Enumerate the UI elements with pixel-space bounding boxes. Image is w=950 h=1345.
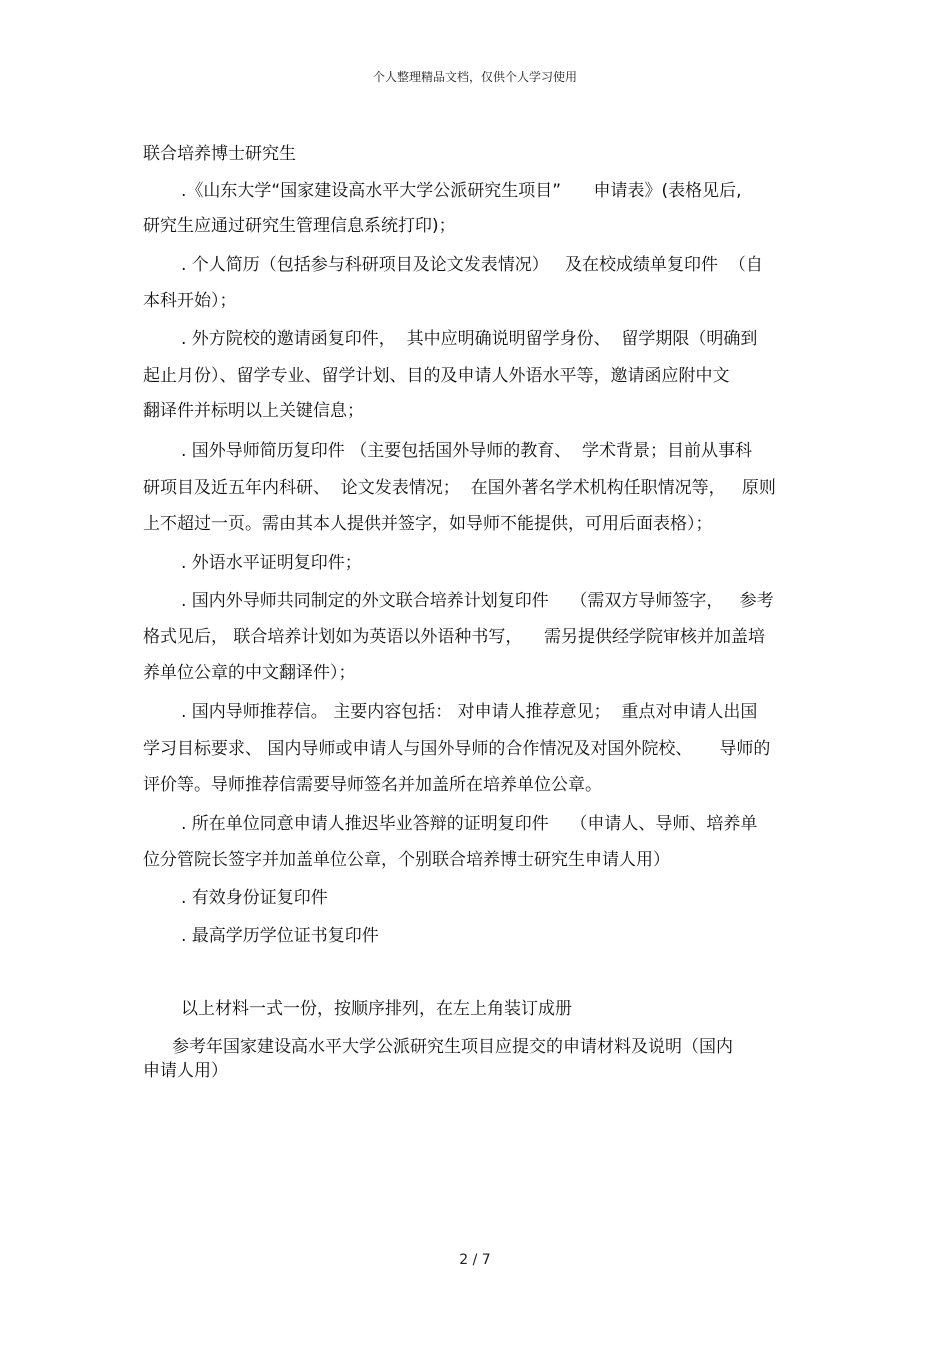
section-heading: 联合培养博士研究生 xyxy=(143,144,296,164)
text-line: . 外方院校的邀请函复印件， 其中应明确说明留学身份、 留学期限（明确到 xyxy=(181,329,758,349)
text-line: 评价等。导师推荐信需要导师签名并加盖所在培养单位公章。 xyxy=(143,775,602,795)
text-line: 学习目标要求、 国内导师或申请人与国外导师的合作情况及对国外院校、 导师的 xyxy=(143,739,771,759)
text-line: 研项目及近五年内科研、 论文发表情况； 在国外著名学术机构任职情况等， 原则 xyxy=(143,478,776,498)
text-line: 以上材料一式一份，按顺序排列，在左上角装订成册 xyxy=(181,999,572,1019)
page-number: 2 / 7 xyxy=(459,1252,491,1268)
text-line: 研究生应通过研究生管理信息系统打印)； xyxy=(143,216,456,236)
text-line: . 有效身份证复印件 xyxy=(181,888,328,908)
text-line: 起止月份）、留学专业、留学计划、目的及申请人外语水平等，邀请函应附中文 xyxy=(143,366,730,386)
text-line: . 最高学历学位证书复印件 xyxy=(181,926,379,946)
text-line: . 国内外导师共同制定的外文联合培养计划复印件 （需双方导师签字， 参考 xyxy=(181,591,774,611)
text-line: . 外语水平证明复印件； xyxy=(181,553,362,573)
text-line: 格式见后， 联合培养计划如为英语以外语种书写， 需另提供经学院审核并加盖培 xyxy=(143,627,766,647)
text-line: 养单位公章的中文翻译件）； xyxy=(143,663,356,683)
text-line: . 国内导师推荐信。 主要内容包括： 对申请人推荐意见； 重点对申请人出国 xyxy=(181,702,758,722)
text-line: . 国外导师简历复印件 （主要包括国外导师的教育、 学术背景；目前从事科 xyxy=(181,441,753,461)
text-line: . 个人简历（包括参与科研项目及论文发表情况） 及在校成绩单复印件 （自 xyxy=(181,255,763,275)
text-line: 翻译件并标明以上关键信息； xyxy=(143,401,364,421)
text-line: 上不超过一页。需由其本人提供并签字，如导师不能提供，可用后面表格）； xyxy=(143,514,713,534)
text-line: 申请人用） xyxy=(143,1061,228,1081)
text-line: 位分管院长签字并加盖单位公章，个别联合培养博士研究生申请人用） xyxy=(143,850,670,870)
text-line: .《山东大学“国家建设高水平大学公派研究生项目” 申请表》(表格见后, xyxy=(181,181,742,201)
text-line: 本科开始）； xyxy=(143,291,237,311)
text-line: 参考年国家建设高水平大学公派研究生项目应提交的申请材料及说明（国内 xyxy=(172,1037,733,1057)
page-header: 个人整理精品文档，仅供个人学习使用 xyxy=(372,70,577,84)
text-line: . 所在单位同意申请人推迟毕业答辩的证明复印件 （申请人、导师、培养单 xyxy=(181,814,758,834)
